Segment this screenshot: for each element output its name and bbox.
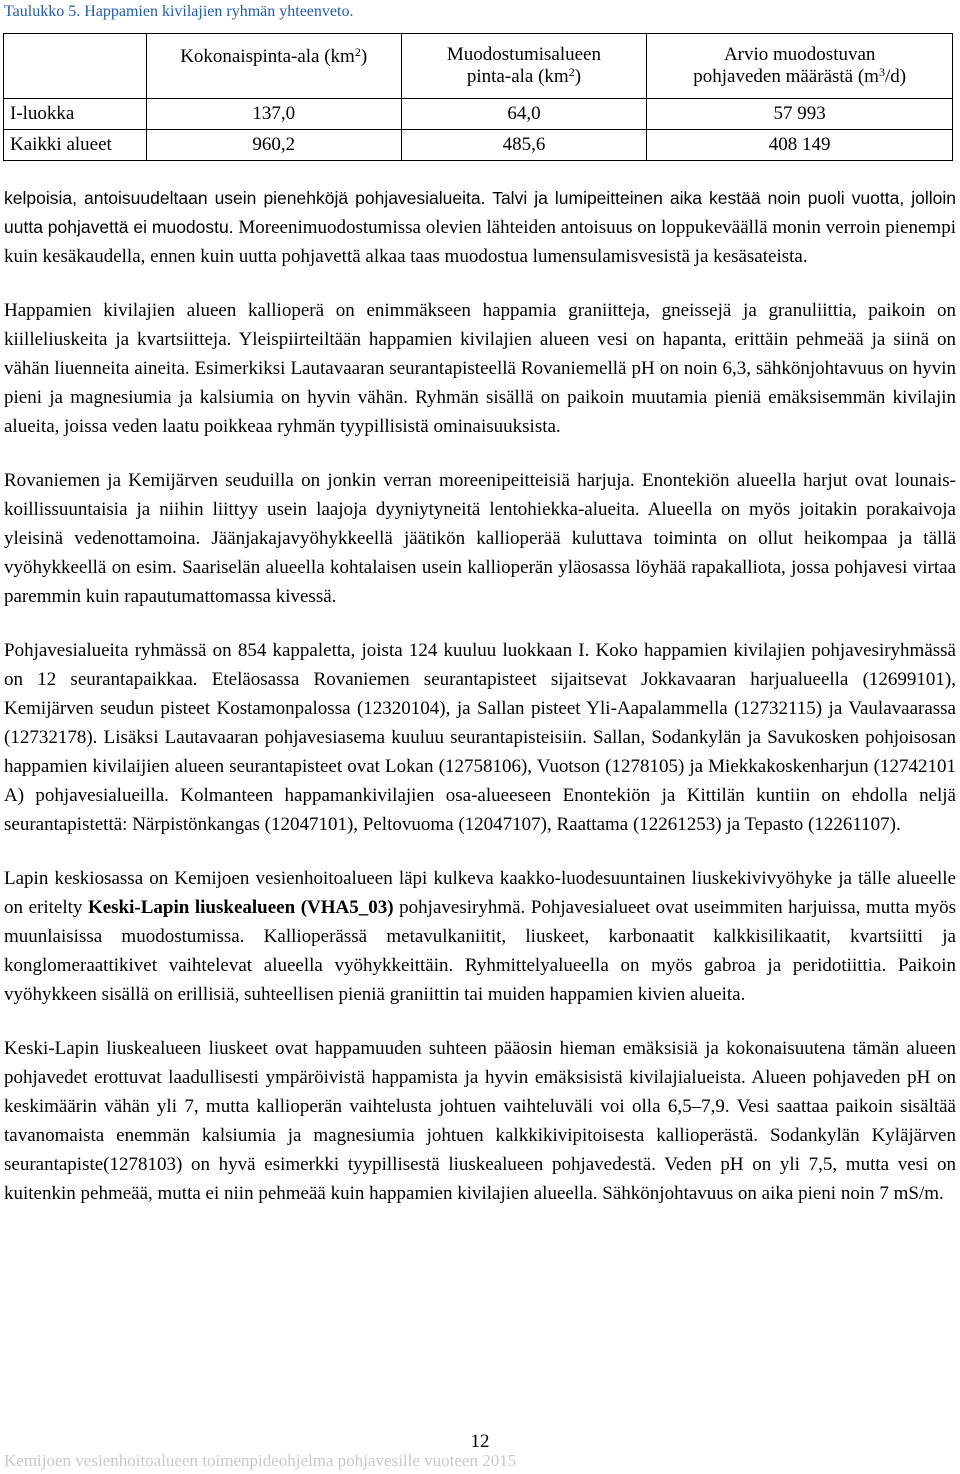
header-estimate-close: /d) bbox=[884, 66, 907, 87]
paragraph-4: Pohjavesialueita ryhmässä on 854 kappaletta, joista 124 kuuluu luokkaan I. Koko happamien kivilajien pohjavesiryhmässä on 12 seurantapaikkaa. Eteläosassa Rovaniemen seurantapisteet sijaitsevat Jokkavaaran harjualueella (12699101), Kemijärven seudun pisteet Kostamonpalossa (12320104), ja Sallan pisteet Yli-Aapalammella (12732115) ja Vaulavaarassa (12732178). Lisäksi Lautavaaran pohjavesiasema kuuluu seurantapisteisiin. Sallan, Sodankylän ja Savukosken pohjoisosan happamien kivilaijien alueen seurantapisteet ovat Lokan (12758106), Vuotson (1278105) ja Miekkakoskenharjun (12742101 A) pohjavesialueilla. Kolmanteen happamankivilajien osa-alueeseen Enontekiön ja Kittilän kuntiin on ehdolla neljä seurantapistettä: Närpistönkangas (12047101), Peltovuoma (12047107), Raattama (12261253) ja Tepasto (12261107). bbox=[4, 640, 956, 835]
paragraph-5-end: pohjavesiryhmä. Pohjavesialueet ovat useimmiten harjuissa, mutta myös muunlaisissa muodostumissa. Kallioperässä metavulkaniitit, liuskeet, karbonaatit kalkkisilikaatit, kvartsiitti ja konglomeraattikivet vaihtelevat alueella vyöhykkeittäin. Ryhmittelyalueella on myös gabroa ja peridotiittia. Paikoin vyöhykkeen sisällä on erillisiä, suhteellisen pieniä graniittin tai muiden happamien kivien alueita. bbox=[4, 897, 956, 1005]
cell-formation-area: 485,6 bbox=[401, 130, 647, 161]
body-text bbox=[4, 184, 956, 1233]
paragraph-1-sans: kelpoisia, antoisuudeltaan usein pienehköjä pohjavesialueita. Talvi ja lumipeitteinen aika kestää noin puoli vuotta, jolloin uutta pohjavettä ei muodostu. bbox=[4, 188, 956, 237]
table-caption: Taulukko 5. Happamien kivilajien ryhmän yhteenveto. bbox=[4, 3, 354, 20]
header-total-area-text: Kokonaispinta-ala (km bbox=[180, 46, 355, 67]
page-footer: Kemijoen vesienhoitoalueen toimenpideohjelma pohjavesille vuoteen 2015 bbox=[4, 1451, 517, 1470]
table-row bbox=[4, 99, 953, 130]
header-estimate bbox=[647, 34, 953, 99]
header-formation-area-line1: Muodostumisalueen bbox=[446, 44, 601, 65]
header-estimate-text: pohjaveden määrästä (m bbox=[693, 66, 879, 87]
header-formation-area-close: ) bbox=[574, 66, 582, 87]
cell-total-area: 137,0 bbox=[146, 99, 401, 130]
table-header-row bbox=[4, 34, 953, 99]
header-total-area-close: ) bbox=[360, 46, 368, 67]
header-estimate-sup: 3 bbox=[878, 65, 885, 79]
paragraph-6: Keski-Lapin liuskealueen liuskeet ovat happamuuden suhteen pääosin hieman emäksisiä ja kokonaisuutena tämän alueen pohjavedet erottuvat laadullisesti ympäröivistä happamista ja hyvin emäksisistä kivilajialueista. Alueen pohjaveden pH on keskimäärin vähän yli 7, mutta kallioperän vaihtelusta johtuen vaihteluväli voi olla 6,5–7,9. Vesi saattaa paikoin sisältää tavanomaista enemmän kalsiumia ja magnesiumia johtuen kalkkikivipitoisesta kallioperästä. Sodankylän Kyläjärven seurantapiste(1278103) on hyvä esimerkki tyypillisestä liuskealueen pohjavedestä. Veden pH on yli 7,5, mutta vesi on kuitenkin pehmeää, mutta ei niin pehmeää kuin happamien kivilajien alueella. Sähkönjohtavuus on aika pieni noin 7 mS/m. bbox=[4, 1038, 956, 1204]
table-corner-cell bbox=[4, 34, 147, 99]
paragraph-2: Happamien kivilajien alueen kallioperä on enimmäkseen happamia graniitteja, gneissejä ja granuliittia, paikoin on kiilleliuskeita ja kvartsiitteja. Yleispiirteiltään happamien kivilajien alueen vesi on hapanta, erittäin pehmeää ja siinä on vähän liuenneita aineita. Esimerkiksi Lautavaaran seurantapisteellä Rovaniemellä pH on noin 6,3, sähkönjohtavuus on hyvin pieni ja magnesiumia ja kalsiumia on hyvin vähän. Ryhmän sisällä on paikoin muutamia pieniä emäksisemmän kivilajin alueita, joissa veden laatu poikkeaa ryhmän tyypillisistä ominaisuuksista. bbox=[4, 300, 956, 437]
cell-total-area: 960,2 bbox=[146, 130, 401, 161]
header-formation-area-sup: 2 bbox=[568, 65, 575, 79]
row-label: Kaikki alueet bbox=[4, 130, 147, 161]
header-formation-area bbox=[401, 34, 647, 99]
header-formation-area-line2 bbox=[402, 66, 647, 88]
row-label: I-luokka bbox=[4, 99, 147, 130]
header-total-area-sup: 2 bbox=[354, 45, 361, 59]
cell-formation-area: 64,0 bbox=[401, 99, 647, 130]
page-number: 12 bbox=[470, 1431, 490, 1452]
header-estimate-line1: Arvio muodostuvan bbox=[723, 44, 876, 65]
paragraph-5-bold: Keski-Lapin liuskealueen (VHA5_03) bbox=[87, 897, 394, 918]
cell-estimate: 57 993 bbox=[647, 99, 953, 130]
paragraph-1-rest: Moreenimuodostumissa olevien lähteiden antoisuus on loppukeväällä monin verroin pienempi kuin kesäkaudella, ennen kuin uutta pohjavettä alkaa taas muodostua lumensulamisvesistä ja kesäsateista. bbox=[4, 217, 956, 267]
paragraph-5-start: Lapin keskiosassa on Kemijoen vesienhoitoalueen läpi kulkeva kaakko-luodesuuntainen liuskekivivyöhyke ja tälle alueelle on eritelty bbox=[4, 868, 956, 918]
paragraph-3: Rovaniemen ja Kemijärven seuduilla on jonkin verran moreenipeitteisiä harjuja. Enontekiön alueella harjut ovat lounais-koillissuuntaisia ja niihin liittyy usein laajoja dyyniytyneitä lentohiekka-alueita. Alueella on myös joitakin porakaivoja yleisinä vedenottamoina. Jäänjakajavyöhykkeellä jäätikön kallioperää kuluttava toiminta on ollut heikompaa ja tällä vyöhykkeellä on esim. Saariselän alueella kohtalaisen usein kallioperän yläosassa löyhää rapakalliota, jossa pohjavesi virtaa paremmin kuin rapautumattomassa kivessä. bbox=[4, 470, 956, 607]
header-estimate-line2 bbox=[647, 66, 952, 88]
paragraph-1 bbox=[4, 184, 956, 271]
table-row bbox=[4, 130, 953, 161]
summary-table bbox=[3, 33, 953, 161]
paragraph-5 bbox=[4, 864, 956, 1009]
header-formation-area-text: pinta-ala (km bbox=[466, 66, 569, 87]
header-total-area bbox=[146, 34, 401, 99]
cell-estimate: 408 149 bbox=[647, 130, 953, 161]
